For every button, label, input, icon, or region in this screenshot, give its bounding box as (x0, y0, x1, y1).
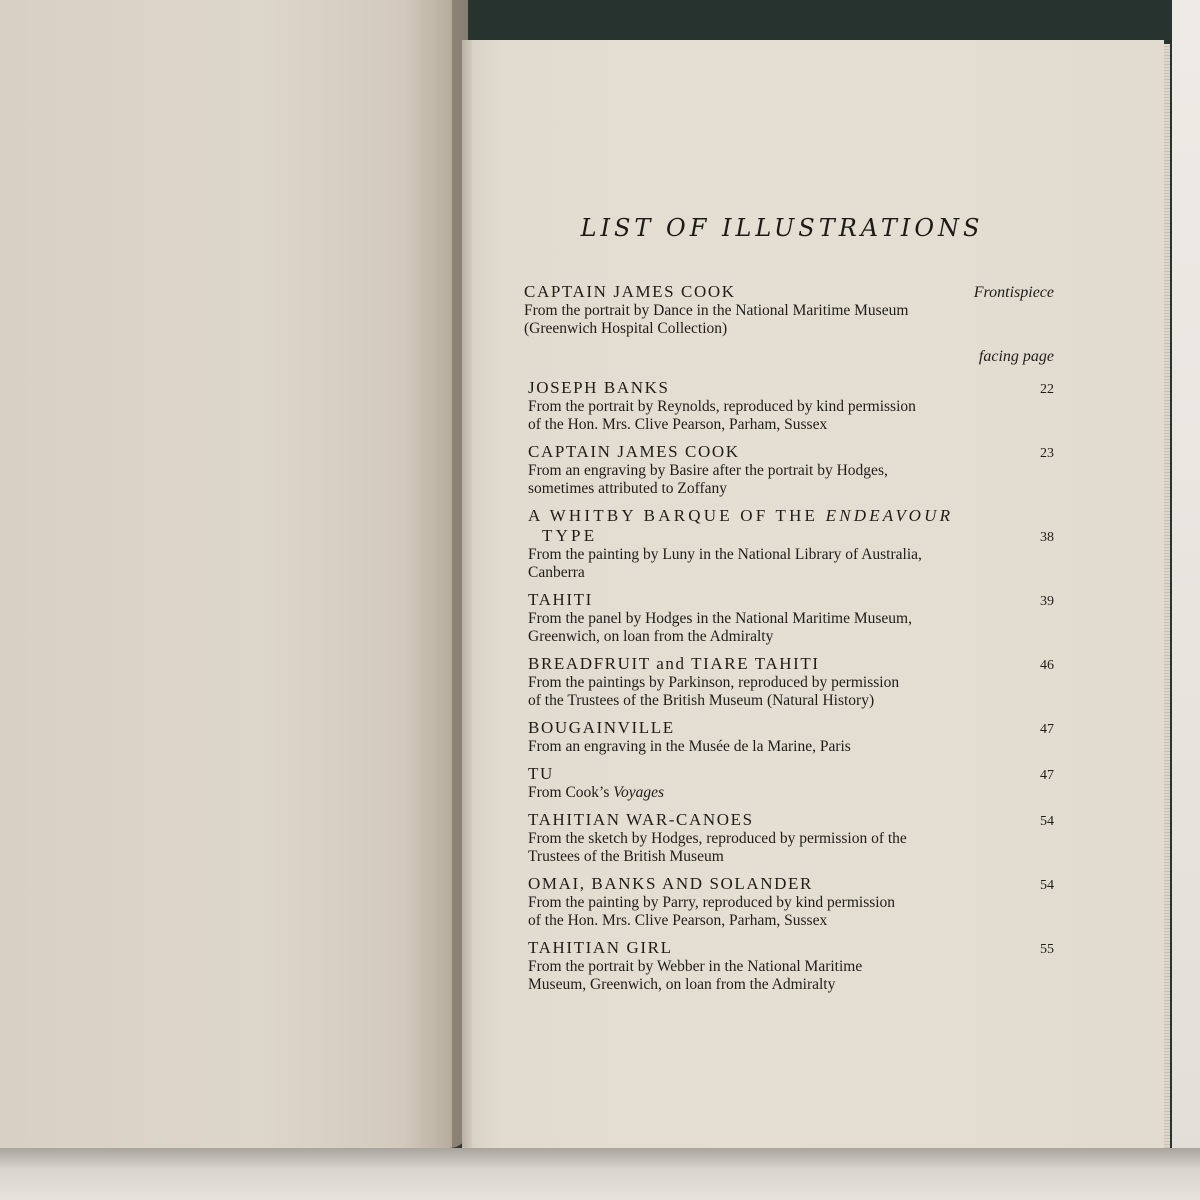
entry-description: of the Trustees of the British Museum (Natural History) (528, 692, 875, 709)
entry-title: TAHITIAN GIRL (528, 938, 673, 957)
facing-page-label: facing page (978, 348, 1054, 365)
entry-description: From the portrait by Webber in the National Maritime (528, 958, 863, 975)
entry-title: TAHITIAN WAR-CANOES (528, 810, 754, 829)
entry-page: 47 (1040, 768, 1054, 783)
entry-title: BREADFRUIT and TIARE TAHITI (528, 654, 820, 673)
list-item (528, 938, 1054, 994)
entry-description: From the portrait by Reynolds, reproduced by kind permission (528, 398, 916, 415)
list-item (528, 764, 1054, 802)
entry-title: BOUGAINVILLE (528, 718, 675, 737)
entry-description: From the paintings by Parkinson, reproduced by permission (528, 674, 900, 691)
list-item (528, 378, 1054, 434)
entry-title: A WHITBY BARQUE OF THE ENDEAVOUR TYPE (528, 506, 954, 545)
list-item (528, 654, 1054, 710)
entry-title: CAPTAIN JAMES COOK (524, 282, 736, 301)
list-item (528, 442, 1054, 498)
list-item (528, 506, 1054, 582)
entry-page: 22 (1040, 382, 1054, 397)
entry-title: OMAI, BANKS AND SOLANDER (528, 874, 813, 893)
left-page (0, 0, 468, 1148)
book-gutter (452, 0, 472, 1150)
entry-description: Canberra (528, 564, 585, 581)
entry-page: 55 (1040, 942, 1054, 957)
page-edges (1164, 44, 1170, 1156)
entry-description: From the portrait by Dance in the National Maritime Museum (524, 302, 909, 319)
list-item (528, 874, 1054, 930)
entry-page: Frontispiece (973, 284, 1054, 301)
entry-description: From the painting by Parry, reproduced by kind permission (528, 894, 896, 911)
page-heading: LIST OF ILLUSTRATIONS (580, 214, 984, 242)
table-surface (0, 1148, 1200, 1200)
list-item (528, 810, 1054, 866)
entry-description: From an engraving by Basire after the portrait by Hodges, (528, 462, 888, 479)
entry-description: Trustees of the British Museum (528, 848, 724, 865)
entry-page: 39 (1040, 594, 1054, 609)
entry-description: Greenwich, on loan from the Admiralty (528, 628, 774, 645)
entry-description: From the sketch by Hodges, reproduced by permission of the (528, 830, 907, 847)
entry-description: of the Hon. Mrs. Clive Pearson, Parham, Sussex (528, 416, 828, 433)
entry-description: of the Hon. Mrs. Clive Pearson, Parham, Sussex (528, 912, 828, 929)
entry-page: 54 (1040, 814, 1054, 829)
entry-description: (Greenwich Hospital Collection) (524, 320, 728, 337)
entry-description: Museum, Greenwich, on loan from the Admiralty (528, 976, 836, 993)
entry-description: From the painting by Luny in the National Library of Australia, (528, 546, 922, 563)
entry-title: JOSEPH BANKS (528, 378, 670, 397)
list-item (528, 590, 1054, 646)
entry-page: 23 (1040, 446, 1054, 461)
entry-description: From an engraving in the Musée de la Marine, Paris (528, 738, 851, 755)
entry-page: 54 (1040, 878, 1054, 893)
entry-description: From the panel by Hodges in the National Maritime Museum, (528, 610, 912, 627)
entry-title: TAHITI (528, 590, 593, 609)
illustrations-list (528, 378, 1054, 1002)
entry-description: sometimes attributed to Zoffany (528, 480, 728, 497)
entry-page: 47 (1040, 722, 1054, 737)
list-item (528, 718, 1054, 756)
entry-title: CAPTAIN JAMES COOK (528, 442, 740, 461)
entry-page: 38 (1040, 530, 1054, 545)
entry-title: TU (528, 764, 554, 783)
entry-page: 46 (1040, 658, 1054, 673)
entry-description: From Cook’s Voyages (528, 784, 665, 801)
frontispiece-entry (524, 282, 1054, 338)
